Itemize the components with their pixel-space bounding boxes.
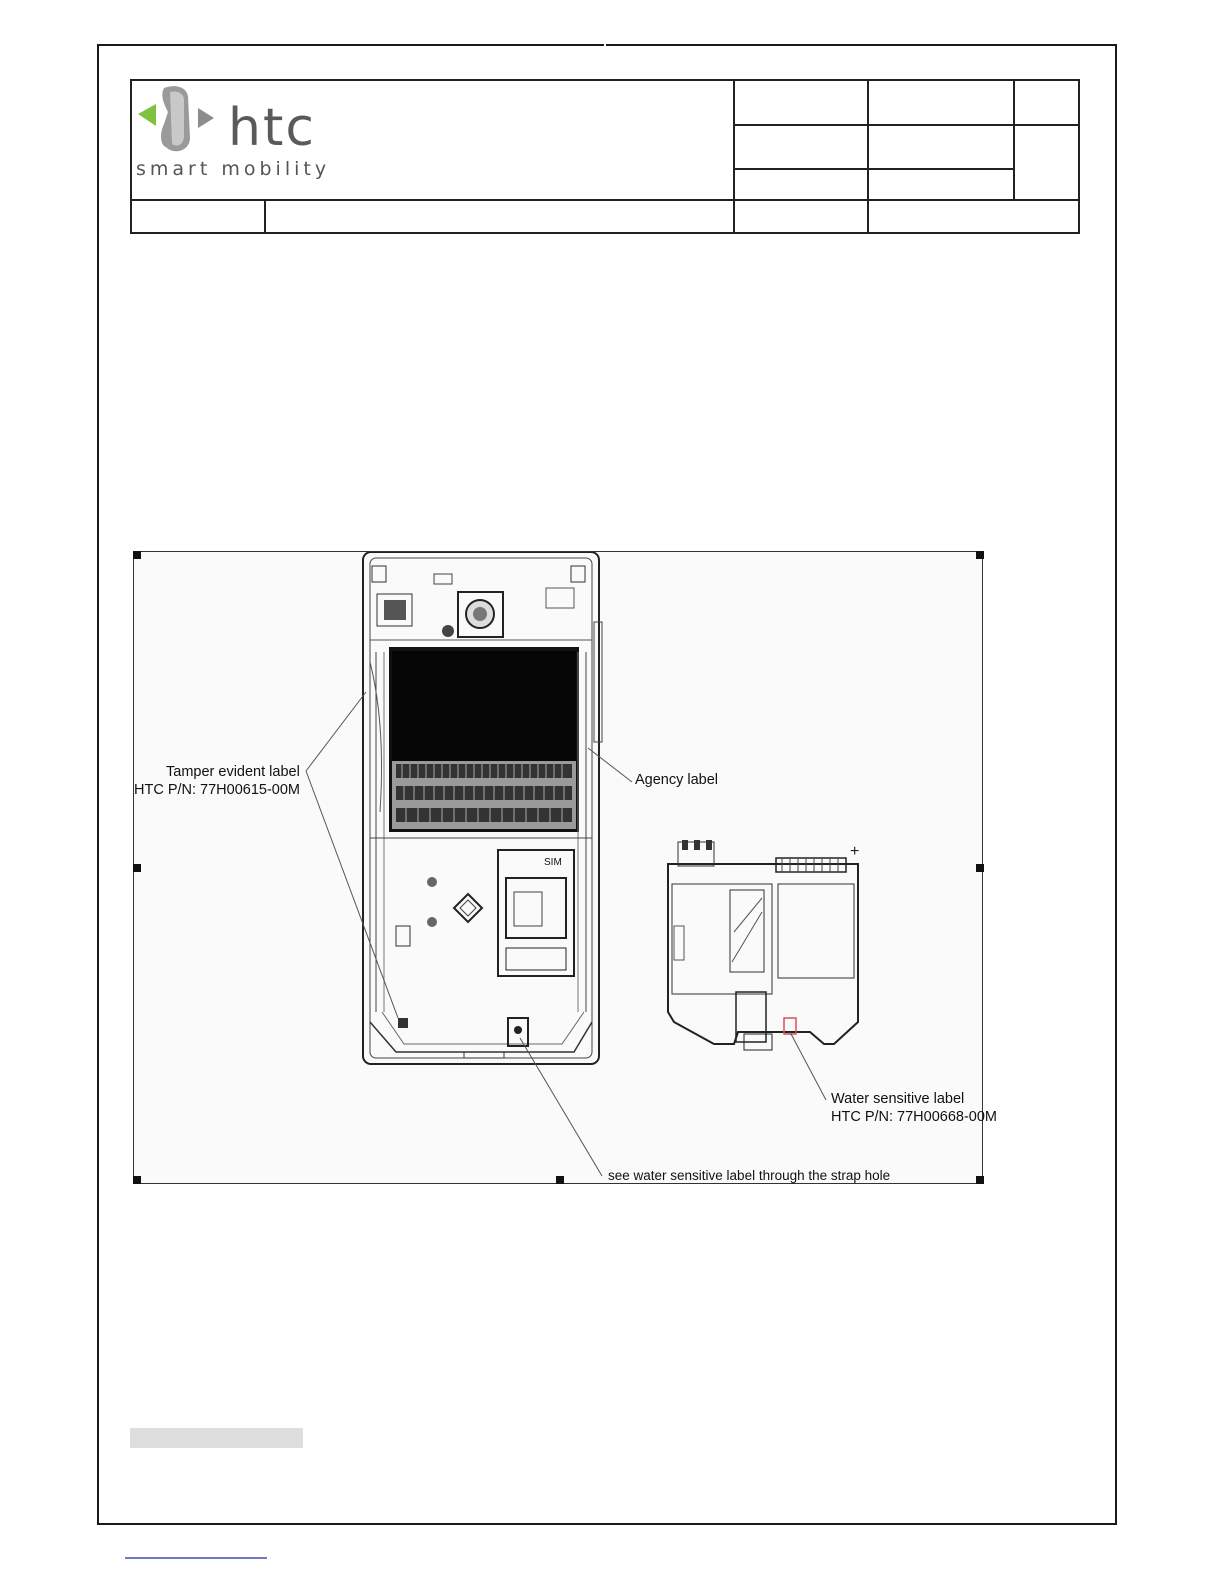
header-col-divider xyxy=(1013,79,1015,200)
selection-handle[interactable] xyxy=(133,864,141,872)
selection-handle[interactable] xyxy=(133,551,141,559)
water-label-callout: Water sensitive label xyxy=(831,1091,965,1107)
frame-gap xyxy=(604,43,606,47)
logo-wordmark: htc xyxy=(228,98,316,158)
selection-handle[interactable] xyxy=(976,551,984,559)
header-col-divider xyxy=(867,79,869,234)
water-pn-callout: HTC P/N: 77H00668-00M xyxy=(831,1109,998,1125)
selection-handle[interactable] xyxy=(556,1176,564,1184)
tamper-pn-callout: HTC P/N: 77H00615-00M xyxy=(134,782,301,798)
htc-logo xyxy=(134,82,349,192)
header-cell-divider xyxy=(733,124,1080,126)
selection-handle[interactable] xyxy=(133,1176,141,1184)
header-cell-divider xyxy=(733,168,1015,170)
header-col-divider xyxy=(264,199,266,234)
selection-handle[interactable] xyxy=(976,1176,984,1184)
selection-handle[interactable] xyxy=(976,864,984,872)
device-label-figure xyxy=(133,551,998,1184)
sim-marking: SIM xyxy=(544,857,562,868)
footer-link-underline[interactable] xyxy=(125,1557,267,1559)
strap-hole-callout: see water sensitive label through the strap hole xyxy=(608,1168,891,1183)
plus-sign: + xyxy=(850,843,860,860)
header-row-divider xyxy=(130,199,1080,201)
htc-logo-mark-icon xyxy=(134,82,234,162)
header-col-divider xyxy=(733,79,735,234)
tamper-label-callout: Tamper evident label xyxy=(166,764,300,780)
agency-label-callout: Agency label xyxy=(635,772,719,788)
logo-tagline: smart mobility xyxy=(136,158,331,180)
redacted-text-bar xyxy=(130,1428,303,1448)
